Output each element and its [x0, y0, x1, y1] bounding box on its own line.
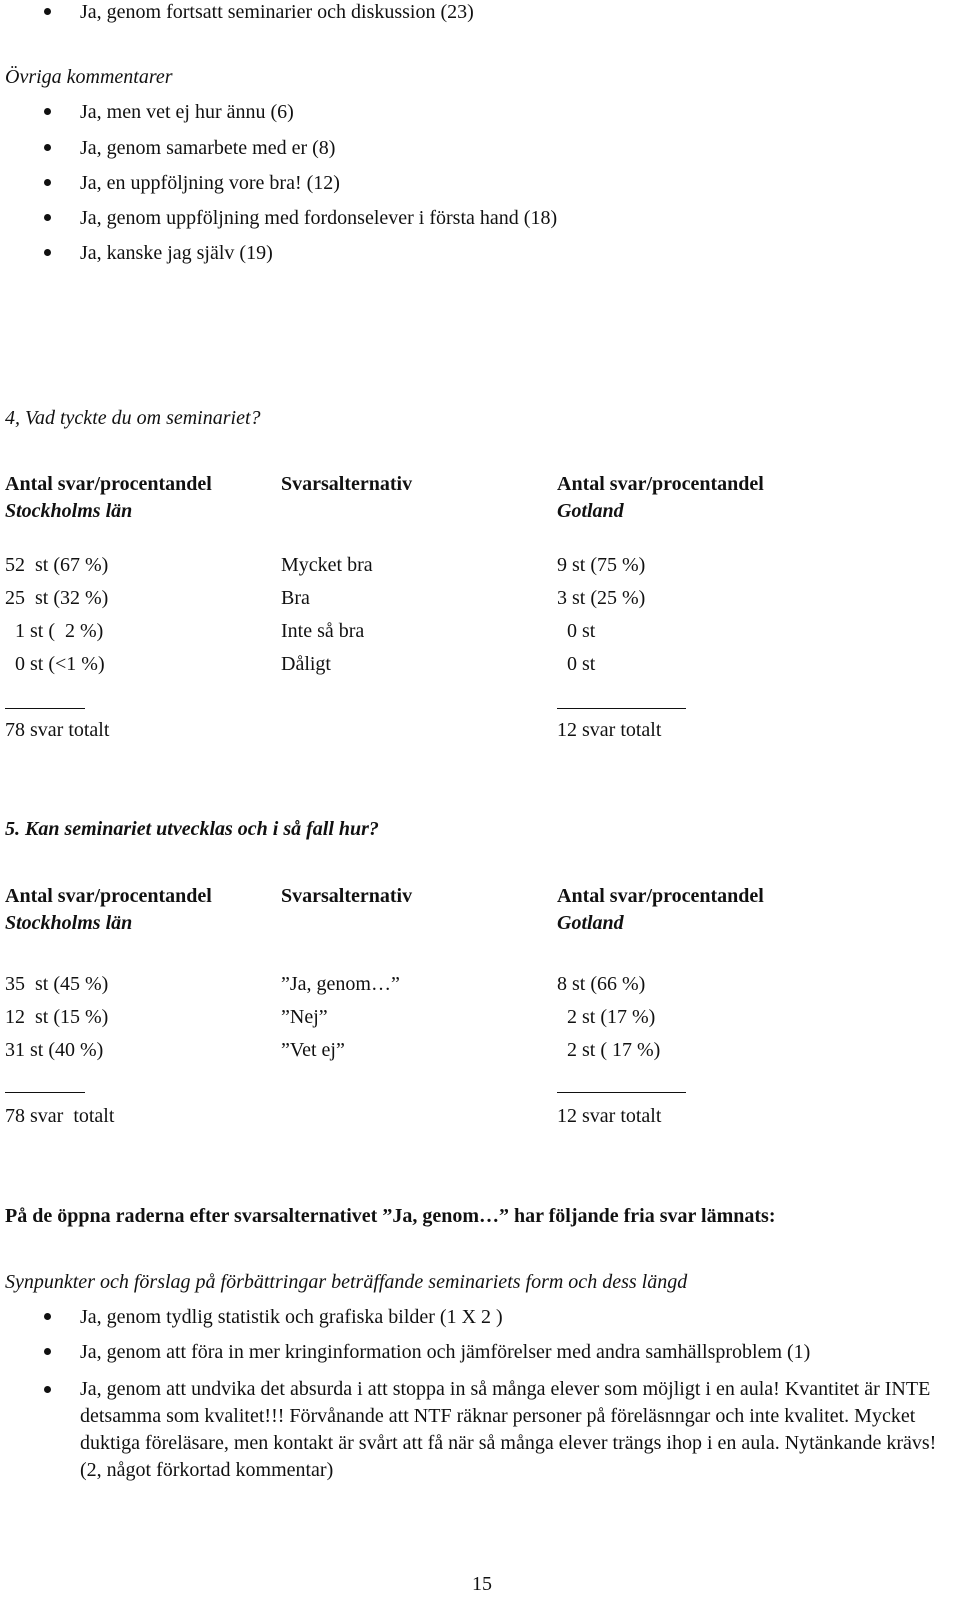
q4-row-gotland: 0 st	[557, 620, 596, 642]
section-heading-ovriga: Övriga kommentarer	[5, 66, 173, 88]
q4-row-sthlm: 52 st (67 %)	[5, 554, 109, 576]
bullet-icon	[44, 249, 51, 256]
q4-row-sthlm: 0 st (<1 %)	[5, 653, 105, 675]
q5-total-gotland: 12 svar totalt	[557, 1105, 662, 1127]
q5-total-sthlm: 78 svar totalt	[5, 1105, 115, 1127]
q4-header-alternativ: Svarsalternativ	[281, 473, 413, 495]
q4-row-alternativ: Inte så bra	[281, 620, 365, 642]
q5-header-sthlm: Antal svar/procentandel	[5, 885, 212, 907]
bullet-icon	[44, 1348, 51, 1355]
q5-header-sthlm-region: Stockholms län	[5, 912, 133, 934]
q4-header-sthlm: Antal svar/procentandel	[5, 473, 212, 495]
question-4-title: 4, Vad tyckte du om seminariet?	[5, 407, 261, 429]
q5-row-alternativ: ”Ja, genom…”	[281, 973, 400, 995]
q5-row-sthlm: 35 st (45 %)	[5, 973, 109, 995]
q5-header-gotland-region: Gotland	[557, 912, 624, 934]
page-number: 15	[472, 1573, 492, 1595]
bullet-icon	[44, 8, 51, 15]
bullet-icon	[44, 1313, 51, 1320]
bullet-icon	[44, 108, 51, 115]
q5-row-gotland: 2 st (17 %)	[557, 1006, 656, 1028]
q4-row-sthlm: 25 st (32 %)	[5, 587, 109, 609]
q4-header-gotland: Antal svar/procentandel	[557, 473, 764, 495]
q5-row-gotland: 8 st (66 %)	[557, 973, 646, 995]
q5-header-alternativ: Svarsalternativ	[281, 885, 413, 907]
q4-row-gotland: 0 st	[557, 653, 596, 675]
q4-total-divider-sthlm	[5, 708, 85, 709]
q4-header-sthlm-region: Stockholms län	[5, 500, 133, 522]
q4-total-sthlm: 78 svar totalt	[5, 719, 110, 741]
q5-header-gotland: Antal svar/procentandel	[557, 885, 764, 907]
q4-total-gotland: 12 svar totalt	[557, 719, 662, 741]
q5-total-divider-sthlm	[5, 1092, 85, 1093]
q4-total-divider-gotland	[557, 708, 686, 709]
question-5-title: 5. Kan seminariet utvecklas och i så fall hur?	[5, 818, 379, 840]
open-answers-intro: På de öppna raderna efter svarsalternativet ”Ja, genom…” har följande fria svar lämnats:	[5, 1205, 776, 1227]
q4-header-gotland-region: Gotland	[557, 500, 624, 522]
q4-row-alternativ: Mycket bra	[281, 554, 373, 576]
q4-row-gotland: 9 st (75 %)	[557, 554, 646, 576]
q5-row-alternativ: ”Vet ej”	[281, 1039, 345, 1061]
bullet-icon	[44, 179, 51, 186]
q4-row-alternativ: Dåligt	[281, 653, 331, 675]
q5-row-sthlm: 12 st (15 %)	[5, 1006, 109, 1028]
q4-row-gotland: 3 st (25 %)	[557, 587, 646, 609]
open-answers-subheading: Synpunkter och förslag på förbättringar beträffande seminariets form och dess längd	[5, 1271, 688, 1293]
q5-total-divider-gotland	[557, 1092, 686, 1093]
bullet-icon	[44, 144, 51, 151]
bullet-icon	[44, 214, 51, 221]
q4-row-sthlm: 1 st ( 2 %)	[5, 620, 104, 642]
bullet-icon	[44, 1386, 51, 1393]
q4-row-alternativ: Bra	[281, 587, 310, 609]
q5-row-sthlm: 31 st (40 %)	[5, 1039, 104, 1061]
q5-row-alternativ: ”Nej”	[281, 1006, 328, 1028]
q5-row-gotland: 2 st ( 17 %)	[557, 1039, 661, 1061]
